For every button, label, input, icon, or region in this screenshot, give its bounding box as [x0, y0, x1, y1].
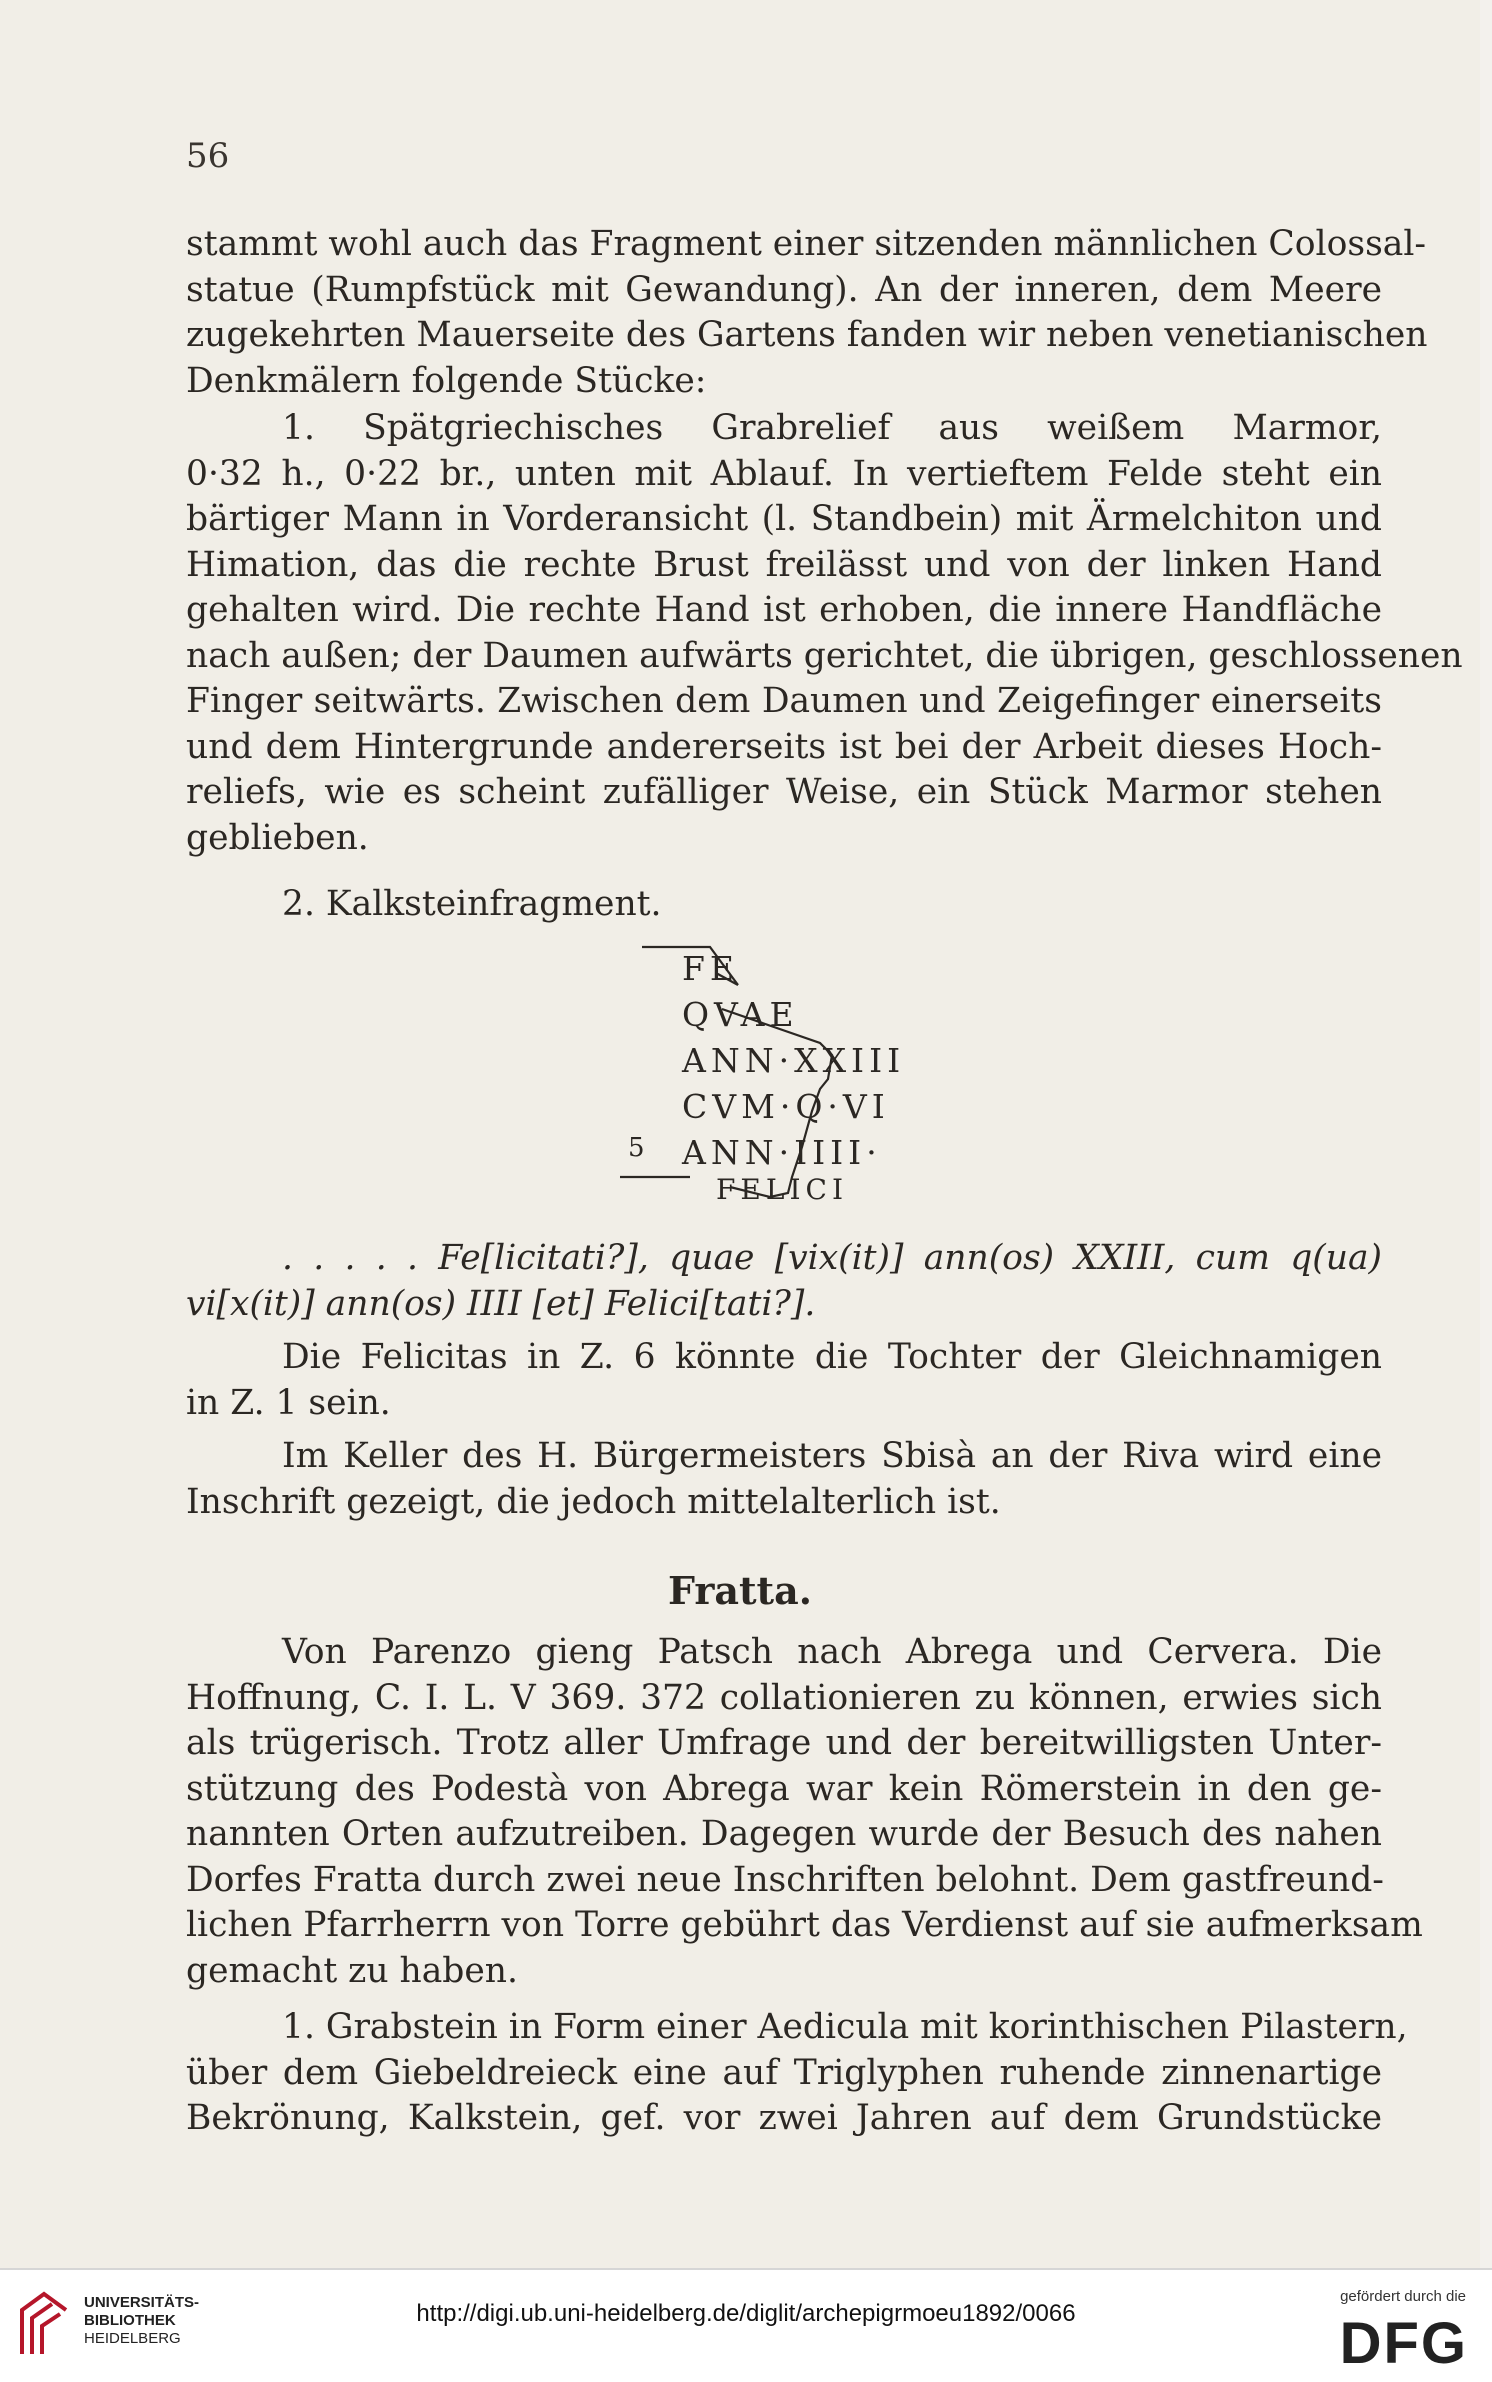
text-line: bärtiger Mann in Vorderansicht (l. Standbein) mit Ärmelchiton und [186, 499, 1382, 539]
text-line: statue (Rumpfstück mit Gewandung). An der inneren, dem Meere [186, 269, 1382, 310]
text-line: Himation, das die rechte Brust freilässt und von der linken Hand [186, 544, 1382, 585]
library-name-line: UNIVERSITÄTS- [84, 2294, 200, 2311]
text-line: und dem Hintergrunde andererseits ist bei der Arbeit dieses Hoch- [186, 726, 1382, 767]
page-number: 56 [186, 136, 230, 176]
inscription-line: FELICI [716, 1173, 849, 1206]
library-name-line: HEIDELBERG [84, 2330, 181, 2347]
paragraph-4 [186, 1335, 1382, 1426]
text-line: geblieben. [186, 817, 369, 858]
paragraph-3 [186, 882, 1382, 928]
paragraph-1 [186, 222, 1428, 404]
text-line: als trügerisch. Trotz aller Umfrage und der bereitwilligsten Unter- [186, 1723, 1382, 1763]
text-line: nach außen; der Daumen aufwärts gerichtet, die übrigen, geschlossenen [186, 635, 1463, 676]
paragraph-2 [186, 406, 1463, 861]
text-line: Finger seitwärts. Zwischen dem Daumen und Zeigefinger einerseits [186, 681, 1382, 721]
text-line: stammt wohl auch das Fragment einer sitzenden männlichen Colossal- [186, 224, 1427, 264]
text-line: 0·32 h., 0·22 br., unten mit Ablauf. In vertieftem Felde steht ein [186, 453, 1382, 494]
section-heading: Fratta. [668, 1568, 812, 1613]
text-line: gemacht zu haben. [186, 1950, 518, 1991]
text-line-spaced: 1. Spätgriechisches Grabrelief aus weißem Marmor, [282, 408, 1382, 448]
text-line: in Z. 1 sein. [186, 1382, 391, 1423]
text-line: stützung des Podestà von Abrega war kein Römerstein in den ge- [186, 1768, 1382, 1809]
inscription-fragment [620, 935, 960, 1225]
inscription-line: CVM·Q·VI [682, 1087, 890, 1126]
sponsor-caption: gefördert durch die [1340, 2288, 1466, 2305]
text-line: Die Felicitas in Z. 6 könnte die Tochter der Gleichnamigen [282, 1337, 1382, 1377]
paragraph-6 [186, 1630, 1423, 1994]
text-line: Im Keller des H. Bürgermeisters Sbisà an der Riva wird eine [282, 1436, 1382, 1476]
text-line: 2. Kalksteinfragment. [282, 884, 662, 924]
text-line: Hoffnung, C. I. L. V 369. 372 collationieren zu können, erwies sich [186, 1677, 1382, 1718]
paragraph-5 [186, 1434, 1382, 1525]
dfg-logo-icon[interactable]: DFG [1339, 2311, 1468, 2376]
text-line: gehalten wird. Die rechte Hand ist erhoben, die innere Handfläche [186, 590, 1382, 630]
viewer-footer [0, 2268, 1492, 2382]
inscription-line: ANN·XXIII [682, 1041, 906, 1080]
text-line: Von Parenzo gieng Patsch nach Abrega und Cervera. Die [282, 1632, 1382, 1672]
text-line: Inschrift gezeigt, die jedoch mittelalterlich ist. [186, 1481, 1001, 1522]
inscription-line: FE [682, 949, 739, 988]
text-line: über dem Giebeldreieck eine auf Triglyphen ruhende zinnenartige [186, 2052, 1382, 2093]
permalink-url[interactable]: http://digi.ub.uni-heidelberg.de/diglit/archepigrmoeu1892/0066 [416, 2300, 1076, 2327]
text-line: lichen Pfarrherrn von Torre gebührt das Verdienst auf sie aufmerksam [186, 1905, 1423, 1945]
text-line: Bekrönung, Kalkstein, gef. vor zwei Jahren auf dem Grundstücke [186, 2098, 1382, 2138]
text-line: nannten Orten aufzutreiben. Dagegen wurde der Besuch des nahen [186, 1814, 1382, 1854]
text-line: zugekehrten Mauerseite des Gartens fanden wir neben venetianischen [186, 315, 1428, 355]
transcription-line: . . . . . Fe[licitati?], quae [vix(it)] ann(os) XXIII, cum q(ua) [282, 1238, 1382, 1278]
library-name-line: BIBLIOTHEK [84, 2312, 176, 2329]
text-line: Denkmälern folgende Stücke: [186, 360, 707, 401]
text-line: Dorfes Fratta durch zwei neue Inschriften belohnt. Dem gastfreund- [186, 1859, 1384, 1900]
text-line: 1. Grabstein in Form einer Aedicula mit korinthischen Pilastern, [282, 2007, 1408, 2047]
text-line: reliefs, wie es scheint zufälliger Weise, ein Stück Marmor stehen [186, 772, 1382, 812]
inscription-line: QVAE [682, 995, 799, 1034]
paragraph-7 [186, 2005, 1408, 2142]
inscription-line-number: 5 [628, 1133, 645, 1163]
transcription-line: vi[x(it)] ann(os) IIII [et] Felici[tati?]. [186, 1283, 816, 1324]
inscription-line: ANN·IIII· [682, 1133, 882, 1172]
transcription [186, 1236, 1382, 1327]
